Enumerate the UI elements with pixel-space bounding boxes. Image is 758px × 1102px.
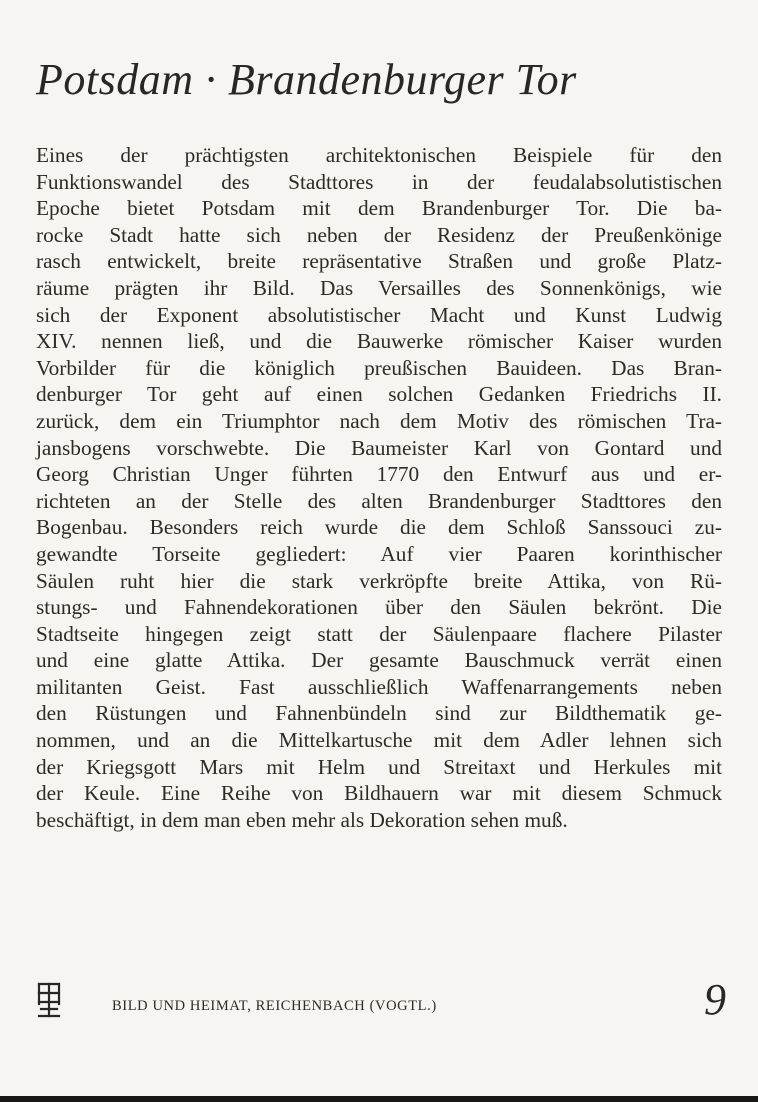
bild-und-heimat-logo-icon xyxy=(36,982,62,1018)
body-line: XIV. nennen ließ, und die Bauwerke römischer Kaiser wurden xyxy=(36,329,722,354)
body-line: nommen, und an die Mittelkartusche mit dem Adler lehnen sich xyxy=(36,728,722,753)
body-line: den Rüstungen und Fahnenbündeln sind zur Bildthematik ge- xyxy=(36,701,722,726)
body-line: Georg Christian Unger führten 1770 den Entwurf aus und er- xyxy=(36,462,722,487)
body-line: Funktionswandel des Stadttores in der feudalabsolutistischen xyxy=(36,169,722,194)
body-line: militanten Geist. Fast ausschließlich Waffenarrangements neben xyxy=(36,674,722,699)
body-line: der Keule. Eine Reihe von Bildhauern war mit diesem Schmuck xyxy=(36,781,722,806)
body-line: stungs- und Fahnendekorationen über den Säulen bekrönt. Die xyxy=(36,595,722,620)
body-line: beschäftigt, in dem man eben mehr als Dekoration sehen muß. xyxy=(36,807,568,832)
body-line: rasch entwickelt, breite repräsentative Straßen und große Platz- xyxy=(36,249,722,274)
body-line: Epoche bietet Potsdam mit dem Brandenburger Tor. Die ba- xyxy=(36,196,722,221)
body-line: Säulen ruht hier die stark verkröpfte breite Attika, von Rü- xyxy=(36,568,722,593)
body-line: Stadtseite hingegen zeigt statt der Säulenpaare flachere Pilaster xyxy=(36,621,722,646)
page-title: Potsdam · Brandenburger Tor xyxy=(36,55,577,104)
body-line: und eine glatte Attika. Der gesamte Bauschmuck verrät einen xyxy=(36,648,722,673)
body-line: jansbogens vorschwebte. Die Baumeister Karl von Gontard und xyxy=(36,435,722,460)
body-line: der Kriegsgott Mars mit Helm und Streitaxt und Herkules mit xyxy=(36,754,722,779)
body-line: rocke Stadt hatte sich neben der Residenz der Preußenkönige xyxy=(36,222,722,247)
page-number: 9 xyxy=(704,975,726,1024)
body-line: sich der Exponent absolutistischer Macht und Kunst Ludwig xyxy=(36,302,722,327)
body-line: gewandte Torseite gegliedert: Auf vier Paaren korinthischer xyxy=(36,541,722,566)
body-line: denburger Tor geht auf einen solchen Gedanken Friedrichs II. xyxy=(36,382,722,407)
publisher-imprint: BILD UND HEIMAT, REICHENBACH (VOGTL.) xyxy=(112,998,437,1014)
footer xyxy=(36,975,728,1028)
bottom-edge xyxy=(0,1096,758,1102)
body-line: richteten an der Stelle des alten Brandenburger Stadttores den xyxy=(36,488,722,513)
body-text xyxy=(36,142,722,833)
body-line: Eines der prächtigsten architektonischen Beispiele für den xyxy=(36,143,722,167)
body-line: zurück, dem ein Triumphtor nach dem Motiv des römischen Tra- xyxy=(36,408,722,433)
body-line: Bogenbau. Besonders reich wurde die dem Schloß Sanssouci zu- xyxy=(36,515,722,540)
body-line: räume prägten ihr Bild. Das Versailles des Sonnenkönigs, wie xyxy=(36,275,722,300)
body-line: Vorbilder für die königlich preußischen Bauideen. Das Bran- xyxy=(36,355,722,380)
